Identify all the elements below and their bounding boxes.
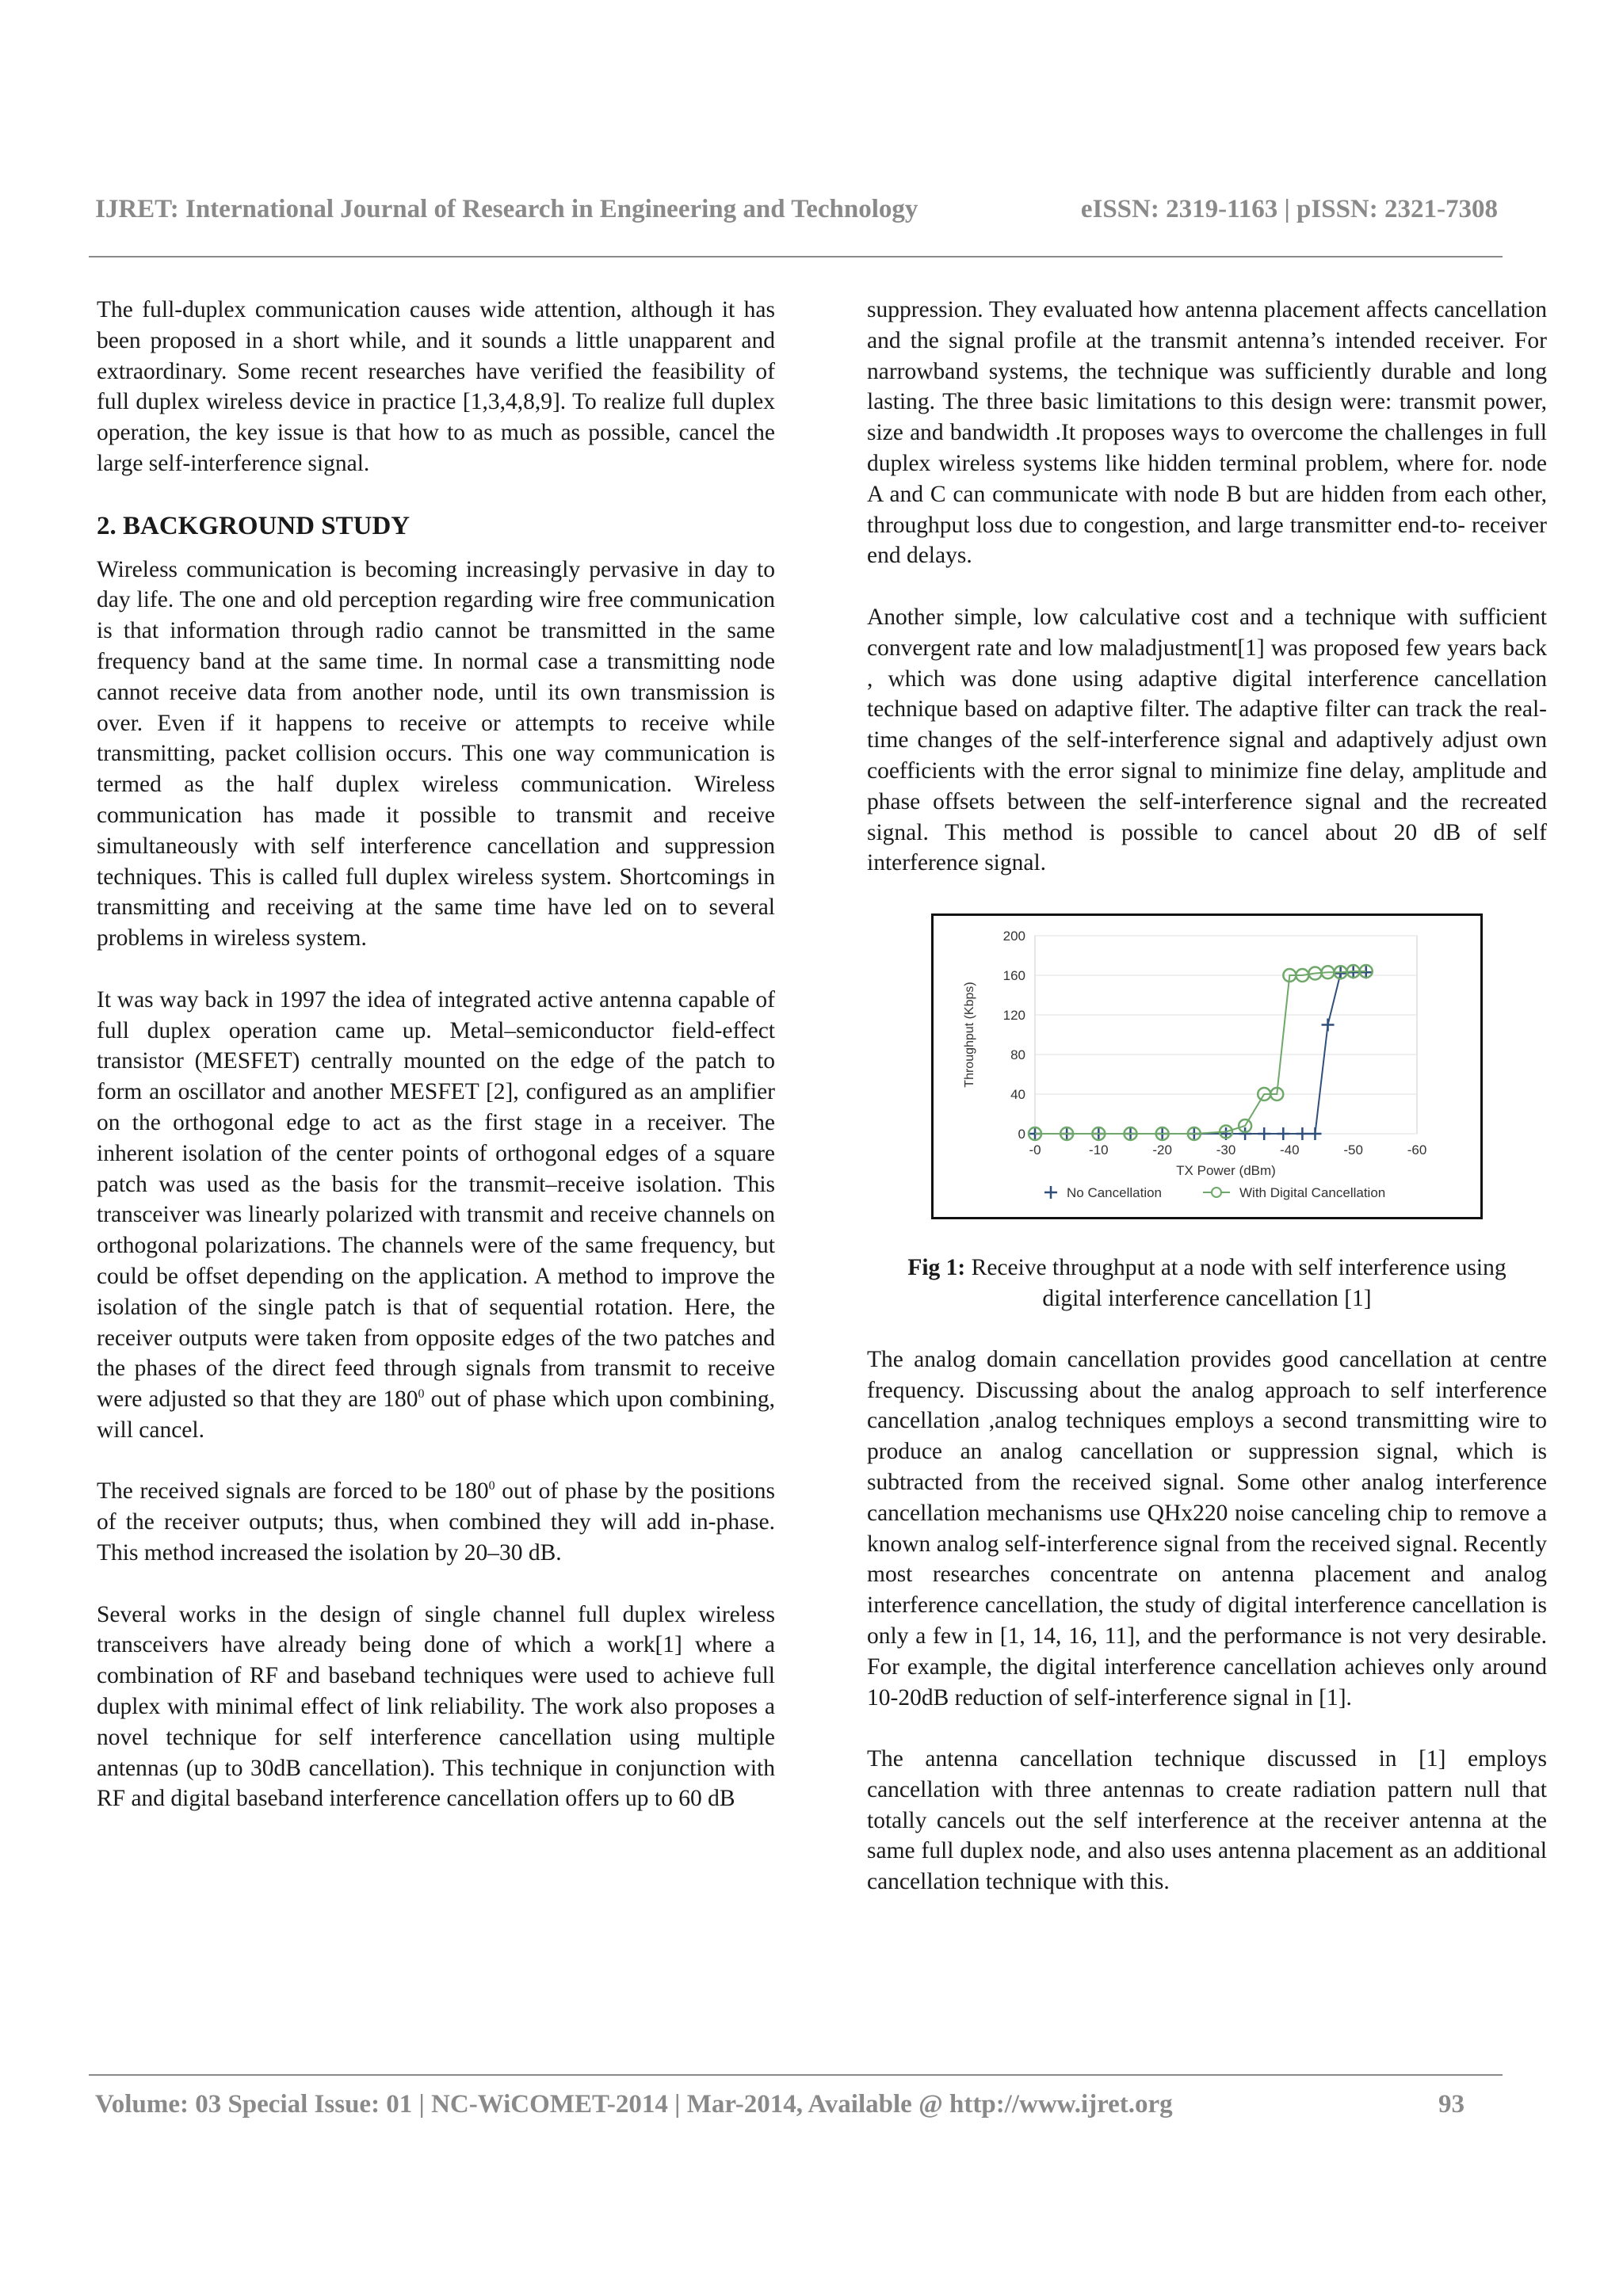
journal-title: IJRET: International Journal of Research in Engineering and Technology [95, 195, 918, 223]
degree-sup: 0 [418, 1387, 425, 1402]
y-axis-label: Throughput (Kbps) [963, 982, 976, 1088]
legend-marker-digital-cancellation [1212, 1188, 1221, 1197]
x-tick-label: -10 [1089, 1142, 1109, 1158]
background-para-3 [97, 1476, 775, 1568]
section-heading: 2. BACKGROUND STUDY [97, 511, 411, 540]
left-column [97, 295, 775, 1814]
legend-label-digital-cancellation: With Digital Cancellation [1239, 1185, 1386, 1201]
background-para-2 [97, 985, 775, 1446]
para2-text-a: It was way back in 1997 the idea of integrated active antenna capable of full duplex operation came up. Metal–semiconductor field-effect transistor (MESFET) centrally mounted on the edge of the patch to form an oscillator and another MESFET [2], configured as an amplifier on the orthogonal edge to act as the first stage in a receiver. The inherent isolation of the center points of orthogonal edges of a square patch was used as the basis for the transmit–receive isolation. This transceiver was linearly polarized with transmit and receive channels on orthogonal polarizations. The channels were of the same frequency, but could be offset depending on the application. A method to improve the isolation of the single patch is that of sequential rotation. Here, the receiver outputs were taken from opposite edges of the two patches and the phases of the direct feed through signals from transmit to receive were adjusted so that they are 180 [97, 986, 775, 1413]
intro-paragraph: The full-duplex communication causes wide attention, although it has been proposed in a short while, and it sounds a little unapparent and extraordinary. Some recent researches have verified the feasibility of full duplex wireless device in practice [1,3,4,8,9]. To realize full duplex operation, the key issue is that how to as much as possible, cancel the large self-interference signal. [97, 297, 775, 476]
figure-caption [883, 1253, 1531, 1314]
degree-sup: 0 [488, 1479, 495, 1493]
y-tick-label: 160 [1002, 968, 1025, 984]
background-para-4: Several works in the design of single channel full duplex wireless transceivers have already being done of which a work[1] where a combination of RF and baseband techniques were used to achieve full duplex with minimal effect of link reliability. The work also proposes a novel technique for self interference cancellation using multiple antennas (up to 30dB cancellation). This technique in conjunction with RF and digital baseband interference cancellation offers up to 60 dB [97, 1601, 775, 1812]
background-para-1: Wireless communication is becoming increasingly pervasive in day to day life. The one and old perception regarding wire free communication is that information through radio cannot be transmitted in the same frequency band at the same time. In normal case a transmitting node cannot receive data from another node, until its own transmission is over. Even if it happens to receive or attempts to receive while transmitting, packet collision occurs. This one way communication is termed as the half duplex wireless communication. Wireless communication has made it possible to transmit and receive simultaneously with self interference cancellation and suppression techniques. This is called full duplex wireless system. Shortcomings in transmitting and receiving at the same time have led on to several problems in wireless system. [97, 556, 775, 952]
x-tick-label: -50 [1343, 1142, 1363, 1158]
legend-marker-no-cancellation [1044, 1186, 1057, 1199]
y-tick-label: 40 [1010, 1087, 1025, 1103]
right-para-3: The analog domain cancellation provides good cancellation at centre frequency. Discussing about the analog approach to self interference cancellation ,analog techniques employs a second transmitting wire to produce an analog cancellation or suppression signal, which is subtracted from the received signal. Some other analog interference cancellation mechanisms use QHx220 noise canceling chip to remove a known analog self-interference signal from the received signal. Recently most researches concentrate on antenna placement and analog interference cancellation, the study of digital interference cancellation is only a few in [1, 14, 16, 11], and the performance is not very desirable. For example, the digital interference cancellation achieves only around 10-20dB reduction of self-interference signal in [1]. [867, 1346, 1547, 1711]
footer-rule [89, 2074, 1503, 2076]
y-tick-label: 120 [1002, 1008, 1025, 1024]
y-tick-label: 200 [1002, 929, 1025, 944]
para2-text-b: out of phase which upon combining, will cancel. [97, 1386, 776, 1443]
plot-area [1035, 936, 1417, 1134]
header-rule [89, 256, 1503, 257]
throughput-chart [934, 916, 1480, 1217]
legend-label-no-cancellation: No Cancellation [1067, 1185, 1163, 1201]
figure-label: Fig 1: [907, 1255, 966, 1281]
x-tick-label: -40 [1280, 1142, 1300, 1158]
page-number: 93 [1438, 2090, 1465, 2119]
x-tick-label: -30 [1216, 1142, 1236, 1158]
x-tick-label: -0 [1029, 1142, 1041, 1158]
page-footer [95, 2090, 1465, 2122]
x-axis-label: TX Power (dBm) [1176, 1163, 1276, 1179]
figure-caption-text: Receive throughput at a node with self interference using digital interference cancellation [1] [965, 1255, 1507, 1311]
x-tick-label: -60 [1407, 1142, 1427, 1158]
figure-1 [931, 913, 1483, 1219]
issn: eISSN: 2319-1163 | pISSN: 2321-7308 [1080, 195, 1498, 223]
y-tick-label: 80 [1010, 1047, 1025, 1063]
x-tick-label: -20 [1152, 1142, 1172, 1158]
right-para-1: suppression. They evaluated how antenna placement affects cancellation and the signal profile at the transmit antenna’s intended receiver. For narrowband systems, the technique was sufficiently durable and long lasting. The three basic limitations to this design were: transmit power, size and bandwidth .It proposes ways to overcome the challenges in full duplex wireless systems like hidden terminal problem, where for. node A and C can communicate with node B but are hidden from each other, throughput loss due to congestion, and large transmitter end-to- receiver end delays. [867, 297, 1547, 569]
right-para-2: Another simple, low calculative cost and a technique with sufficient convergent rate and low maladjustment[1] was proposed few years back , which was done using adaptive digital interference cancellation technique based on adaptive filter. The adaptive filter can track the real-time changes of the self-interference signal and adaptively adjust own coefficients with the error signal to minimize fine delay, amplitude and phase offsets between the self-interference signal and the recreated signal. This method is possible to cancel about 20 dB of self interference signal. [867, 604, 1547, 876]
right-column [867, 295, 1547, 1897]
y-tick-label: 0 [1018, 1127, 1025, 1142]
right-para-4: The antenna cancellation technique discussed in [1] employs cancellation with three antennas to create radiation pattern null that totally cancels out the self interference at the receiver antenna at the same full duplex node, and also uses antenna placement as an additional cancellation technique with this. [867, 1746, 1547, 1895]
page-header [95, 195, 1498, 227]
footer-citation: Volume: 03 Special Issue: 01 | NC-WiCOMET-2014 | Mar-2014, Available @ http://www.ijret.org [95, 2090, 1173, 2119]
para3-text-b: out of phase by the positions of the receiver outputs; thus, when combined they will add in-phase. This method increased the isolation by 20–30 dB. [97, 1478, 775, 1566]
para3-text-a: The received signals are forced to be 180 [97, 1478, 489, 1505]
